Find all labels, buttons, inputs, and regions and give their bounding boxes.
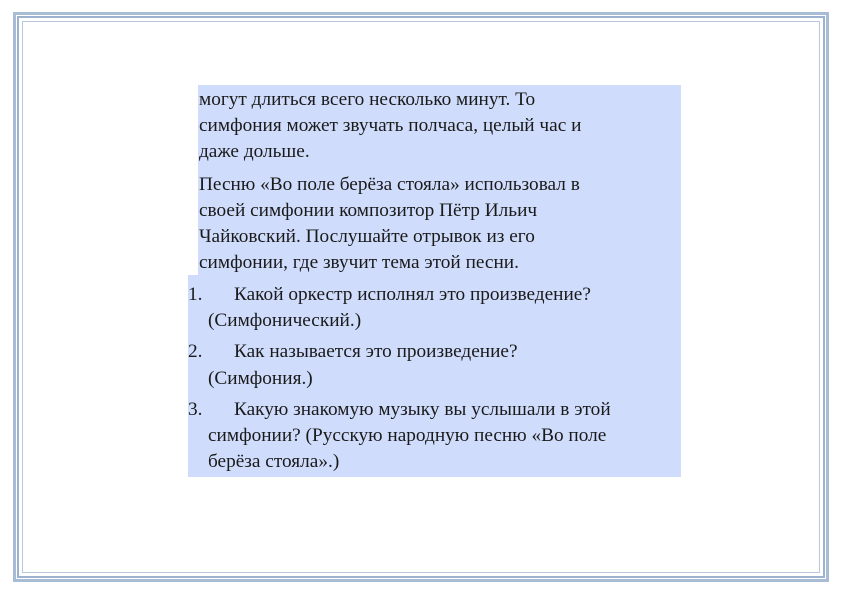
paragraph-song bbox=[199, 172, 681, 277]
question-item-1 bbox=[188, 282, 681, 334]
question-answer: берёза стояла».) bbox=[208, 451, 340, 473]
question-text: Как называется это произведение? bbox=[234, 341, 518, 363]
question-number: 2. bbox=[188, 341, 203, 363]
text-line: могут длиться всего несколько минут. То bbox=[199, 89, 536, 110]
paragraph-continuation bbox=[199, 87, 681, 166]
question-text: Какой оркестр исполнял это произведение? bbox=[234, 284, 591, 305]
question-answer: (Симфония.) bbox=[208, 367, 313, 389]
question-number: 3. bbox=[188, 398, 203, 420]
text-line: симфония может звучать полчаса, целый час и bbox=[199, 115, 582, 137]
text-line: Чайковский. Послушайте отрывок из его bbox=[199, 226, 535, 248]
question-text-continued: симфонии? (Русскую народную песню «Во поле bbox=[208, 425, 607, 447]
question-item-3 bbox=[188, 397, 681, 476]
question-answer: (Симфонический.) bbox=[208, 310, 362, 332]
questions-list bbox=[188, 275, 681, 477]
text-line: своей симфонии композитор Пётр Ильич bbox=[199, 199, 538, 221]
text-line: симфонии, где звучит тема этой песни. bbox=[199, 252, 519, 274]
question-number: 1. bbox=[188, 284, 203, 305]
text-line: даже дольше. bbox=[199, 141, 310, 163]
question-item-2 bbox=[188, 339, 681, 391]
text-line: Песню «Во поле берёза стояла» использовал в bbox=[199, 173, 580, 195]
question-text: Какую знакомую музыку вы услышали в этой bbox=[234, 398, 611, 420]
text-highlight-block bbox=[198, 85, 681, 275]
